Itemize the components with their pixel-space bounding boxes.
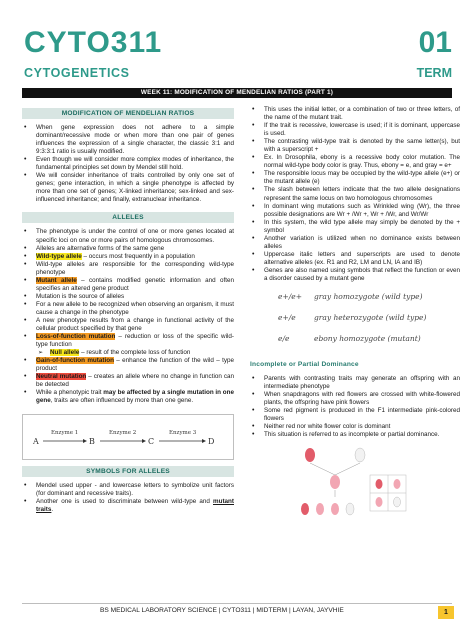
highlighted-term: Null allele (50, 349, 80, 357)
red-flower-icon (305, 448, 315, 462)
list-item: • When snapdragons with red flowers are crossed with white-flowered plants, the offspring have pink flowers (250, 391, 460, 407)
page-header (0, 0, 474, 86)
snapdragon-cross-svg (250, 445, 450, 523)
list-item: • Genes are also named using symbols that reflect the function or even a disorder caused by a mutant gene (250, 267, 460, 283)
list-item: • Uppercase italic letters and superscripts are used to denote alternative alleles (ex. R1 and R2, LM and LN, IA and IB) (250, 251, 460, 267)
pink-flower-icon (330, 475, 340, 489)
enzyme-label: Enzyme 1 (51, 429, 79, 436)
pink-flower-icon (394, 479, 401, 489)
section-heading-symbols: SYMBOLS FOR ALLELES (22, 466, 234, 477)
white-flower-icon (355, 448, 365, 462)
list-item: • Mutation is the source of alleles (22, 293, 234, 301)
genotype-row (278, 310, 438, 326)
list-item: • Neutral mutation – creates an allele where no change in function can be detected (22, 373, 234, 389)
enzyme-pathway-diagram (22, 414, 234, 460)
footer-text: BS MEDICAL LABORATORY SCIENCE | CYTO311 | MIDTERM | LAYAN, JAYVHIE (100, 607, 344, 614)
week-title-bar: WEEK 11: MODIFICATION OF MENDELIAN RATIOS (PART 1) (22, 88, 452, 98)
list-item: • When gene expression does not adhere to a simple dominant/recessive mode or when more than one pair of genes influences the expression of a single character, the classic 3:1 and 9:3:3:1 ratio is usually modified. (22, 124, 234, 156)
alleles-list (22, 228, 234, 405)
list-item: • Another one is used to discriminate between wild-type and mutant traits. (22, 498, 234, 514)
list-item: • We will consider inheritance of traits controlled by only one set of genes; gene interaction, in which a single phenotype is affected by more than one set of genes; X-linked inheritance; sex-linked and sex-influenced inheritance; and finally, extranuclear inheritance. (22, 172, 234, 204)
symbol-rules-list (250, 106, 460, 283)
genotype-row (278, 331, 438, 347)
section-heading-alleles: ALLELES (22, 212, 234, 223)
page-number-badge: 1 (438, 606, 454, 619)
pathway-arrowhead (142, 439, 146, 443)
pathway-arrowhead (83, 439, 87, 443)
list-item: • Parents with contrasting traits may generate an offspring with an intermediate phenotype (250, 375, 460, 391)
course-number: 01 (418, 26, 452, 59)
symbols-list (22, 482, 234, 514)
list-item: ➢ Null allele – result of the complete loss of function (22, 349, 234, 357)
highlighted-term: Wild-type allele (36, 252, 82, 260)
list-item: • Ex. In Drosophila, ebony is a recessive body color mutation. The normal wild-type body color is gray. Thus, ebony = e, and gray = e+ (250, 154, 460, 170)
pathway-node: D (208, 436, 215, 446)
list-item: • If the trait is recessive, lowercase is used; if it is dominant, uppercase is used. (250, 122, 460, 138)
section-heading-modification: MODIFICATION OF MENDELIAN RATIOS (22, 108, 234, 119)
list-item: • Mendel used upper - and lowercase letters to symbolize unit factors (for dominant and recessive traits). (22, 482, 234, 498)
enzyme-label: Enzyme 2 (109, 429, 137, 436)
list-item: • This situation is referred to as incomplete or partial dominance. (250, 431, 460, 439)
list-item: • Some red pigment is produced in the F1 intermediate pink-colored flowers (250, 407, 460, 423)
highlighted-term: Mutant allele (36, 276, 77, 284)
list-item: • In dominant wing mutations such as Wrinkled wing (Wr), the three possible designations are Wr + /Wr +, Wr + /Wr, and Wr/Wr (250, 203, 460, 219)
list-item: • Wild-type allele – occurs most frequently in a population (22, 253, 234, 261)
right-column (250, 104, 460, 523)
genotype-row (278, 289, 438, 305)
list-item: • While a phenotypic trait may be affected by a single mutation in one gene, traits are often influenced by more than one gene. (22, 389, 234, 405)
incomplete-dominance-list (250, 375, 460, 439)
list-item: • In this system, the wild type allele may simply be denoted by the + symbol (250, 219, 460, 235)
pathway-node: B (89, 436, 95, 446)
list-item: • The contrasting wild-type trait is denoted by the same letter(s), but with a superscript + (250, 138, 460, 154)
pink-flower-icon (376, 497, 383, 507)
list-item: • This uses the initial letter, or a combination of two or three letters, of the name of the mutant trait. (250, 106, 460, 122)
list-item: • The responsible locus may be occupied by the wild-type allele (e+) or the mutant allele (e) (250, 170, 460, 186)
list-item: • For a new allele to be recognized when observing an organism, it must cause a change in the phenotype (22, 301, 234, 317)
left-column (22, 104, 234, 514)
list-item: • The slash between letters indicate that the two allele designations represent the same locus on two homologous chromosomes (250, 186, 460, 202)
white-flower-icon (346, 503, 354, 515)
modification-list (22, 124, 234, 204)
highlighted-term: Neutral mutation (36, 373, 87, 381)
genotype-description: ebony homozygote (mutant) (314, 334, 421, 344)
enzyme-pathway-svg (23, 415, 233, 459)
pathway-arrowhead (202, 439, 206, 443)
list-item: • A new phenotype results from a change in functional activity of the cellular product specified by that gene (22, 317, 234, 333)
term-label: TERM (416, 66, 452, 80)
genotype-description: gray heterozygote (wild type) (314, 313, 427, 323)
highlighted-term: Loss-of-function mutation (36, 333, 116, 341)
section-heading-incomplete-dominance: Incomplete or Partial Dominance (250, 361, 359, 369)
list-item: • Loss-of-function mutation – reduction or loss of the specific wild-type function (22, 333, 234, 349)
genotype-table (278, 289, 438, 353)
list-item: • Alleles are alternative forms of the same gene (22, 245, 234, 253)
snapdragon-cross-figure (250, 445, 460, 523)
enzyme-label: Enzyme 3 (169, 429, 197, 436)
subject-title: CYTOGENETICS (24, 66, 130, 80)
footer-divider (22, 603, 452, 604)
course-code: CYTO311 (24, 26, 163, 59)
pink-flower-icon (331, 503, 339, 515)
list-item: • Even though we will consider more complex modes of inheritance, the fundamental principles set down by Mendel still hold. (22, 156, 234, 172)
list-item: • Wild-type alleles are responsible for the corresponding wild-type phenotype (22, 261, 234, 277)
pathway-node: C (148, 436, 155, 446)
genotype-symbol: e/e (278, 334, 290, 344)
list-item: • Neither red nor white flower color is dominant (250, 423, 460, 431)
pathway-node: A (33, 436, 39, 446)
genotype-symbol: e+/e (278, 313, 296, 323)
list-item: • Another variation is utilized when no dominance exists between alleles (250, 235, 460, 251)
genotype-symbol: e+/e+ (278, 292, 302, 302)
list-item: • Mutant allele – contains modified genetic information and often specifies an altered gene product (22, 277, 234, 293)
red-flower-icon (301, 503, 309, 515)
highlighted-term: Gain-of-function mutation (36, 357, 114, 365)
pink-flower-icon (316, 503, 324, 515)
list-item: • Gain-of-function mutation – enhance the function of the wild – type product (22, 357, 234, 373)
red-flower-icon (376, 479, 383, 489)
genotype-description: gray homozygote (wild type) (314, 292, 423, 302)
white-flower-icon (394, 497, 401, 507)
list-item: • The phenotype is under the control of one or more genes located at specific loci on one or more pairs of homologous chromosomes. (22, 228, 234, 244)
